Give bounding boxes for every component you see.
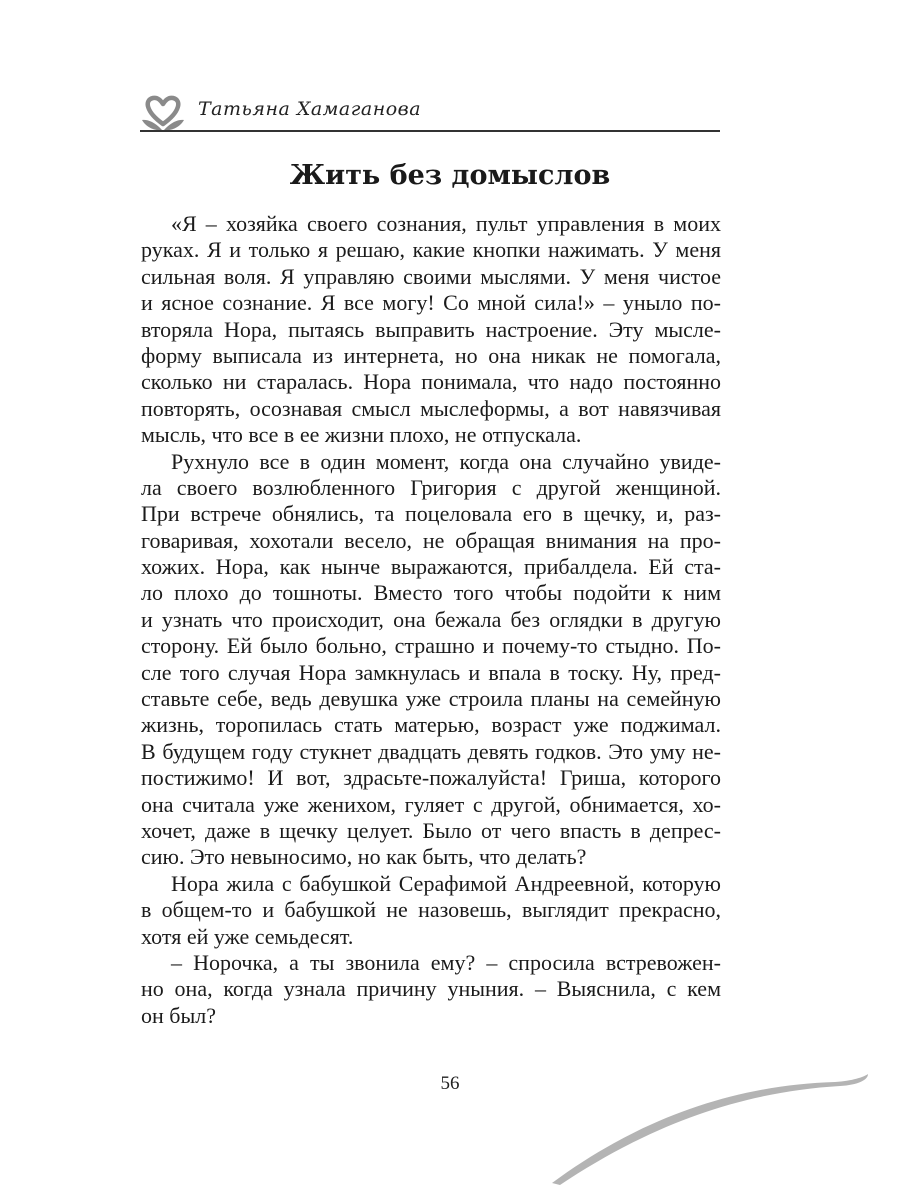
text-line: постижимо! И вот, здрасьте-пожалуйста! Гриша, которого — [141, 765, 721, 791]
text-line: сторону. Ей было больно, страшно и почему-то стыдно. По- — [141, 633, 721, 659]
chapter-title: Жить без домыслов — [289, 160, 611, 191]
page-number: 56 — [440, 1073, 460, 1094]
text-line: ставьте себе, ведь девушка уже строила планы на семейную — [141, 686, 721, 712]
text-line: сию. Это невыносимо, но как быть, что делать? — [141, 844, 587, 870]
text-line: и ясное сознание. Я все могу! Со мной сила!» – уныло по- — [141, 290, 721, 316]
text-line: При встрече обнялись, та поцеловала его в щечку, и, раз- — [141, 501, 721, 527]
text-line: – Норочка, а ты звонила ему? – спросила встревожен- — [171, 949, 721, 975]
text-line: В будущем году стукнет двадцать девять годков. Это уму не- — [141, 738, 721, 764]
text-line: «Я – хозяйка своего сознания, пульт управления в моих — [171, 211, 721, 236]
text-line: форму выписала из интернета, но она никак не помогала, — [141, 342, 721, 368]
text-line: в общем-то и бабушкой не назовешь, выглядит прекрасно, — [141, 897, 721, 923]
text-line: Нора жила с бабушкой Серафимой Андреевной, которую — [171, 870, 721, 896]
text-line: мысль, что все в ее жизни плохо, не отпускала. — [141, 422, 582, 448]
text-line: ло плохо до тошноты. Вместо того чтобы подойти к ним — [141, 580, 721, 606]
text-line: руках. Я и только я решаю, какие кнопки нажимать. У меня — [141, 237, 721, 263]
text-line: сле того случая Нора замкнулась и впала в тоску. Ну, пред- — [141, 659, 721, 685]
text-line: он был? — [141, 1002, 216, 1028]
text-line: и узнать что происходит, она бежала без оглядки в другую — [141, 606, 721, 632]
text-line: хотя ей уже семьдесят. — [141, 923, 354, 949]
text-line: хочет, даже в щечку целует. Было от чего впасть в депрес- — [141, 817, 721, 843]
text-line: ла своего возлюбленного Григория с другой женщиной. — [141, 474, 721, 500]
text-line: вторяла Нора, пытаясь выправить настроение. Эту мысле- — [141, 316, 721, 342]
author-name: Татьяна Хамаганова — [198, 98, 422, 120]
text-line: она считала уже женихом, гуляет с другой, обнимается, хо- — [141, 791, 721, 817]
text-line: сколько ни старалась. Нора понимала, что надо постоянно — [141, 369, 721, 395]
text-line: говаривая, хохотали весело, не обращая внимания на про- — [141, 527, 721, 553]
text-line: хожих. Нора, как нынче выражаются, прибалдела. Ей ста- — [141, 554, 721, 580]
text-line: жизнь, торопилась стать матерью, возраст уже поджимал. — [141, 712, 721, 738]
text-line: сильная воля. Я управляю своими мыслями. У меня чистое — [141, 263, 721, 289]
text-line: Рухнуло все в один момент, когда она случайно увиде- — [171, 448, 721, 474]
text-line: повторять, осознавая смысл мыслеформы, а вот навязчивая — [141, 395, 721, 421]
text-line: но она, когда узнала причину уныния. – Выяснила, с кем — [141, 976, 721, 1002]
